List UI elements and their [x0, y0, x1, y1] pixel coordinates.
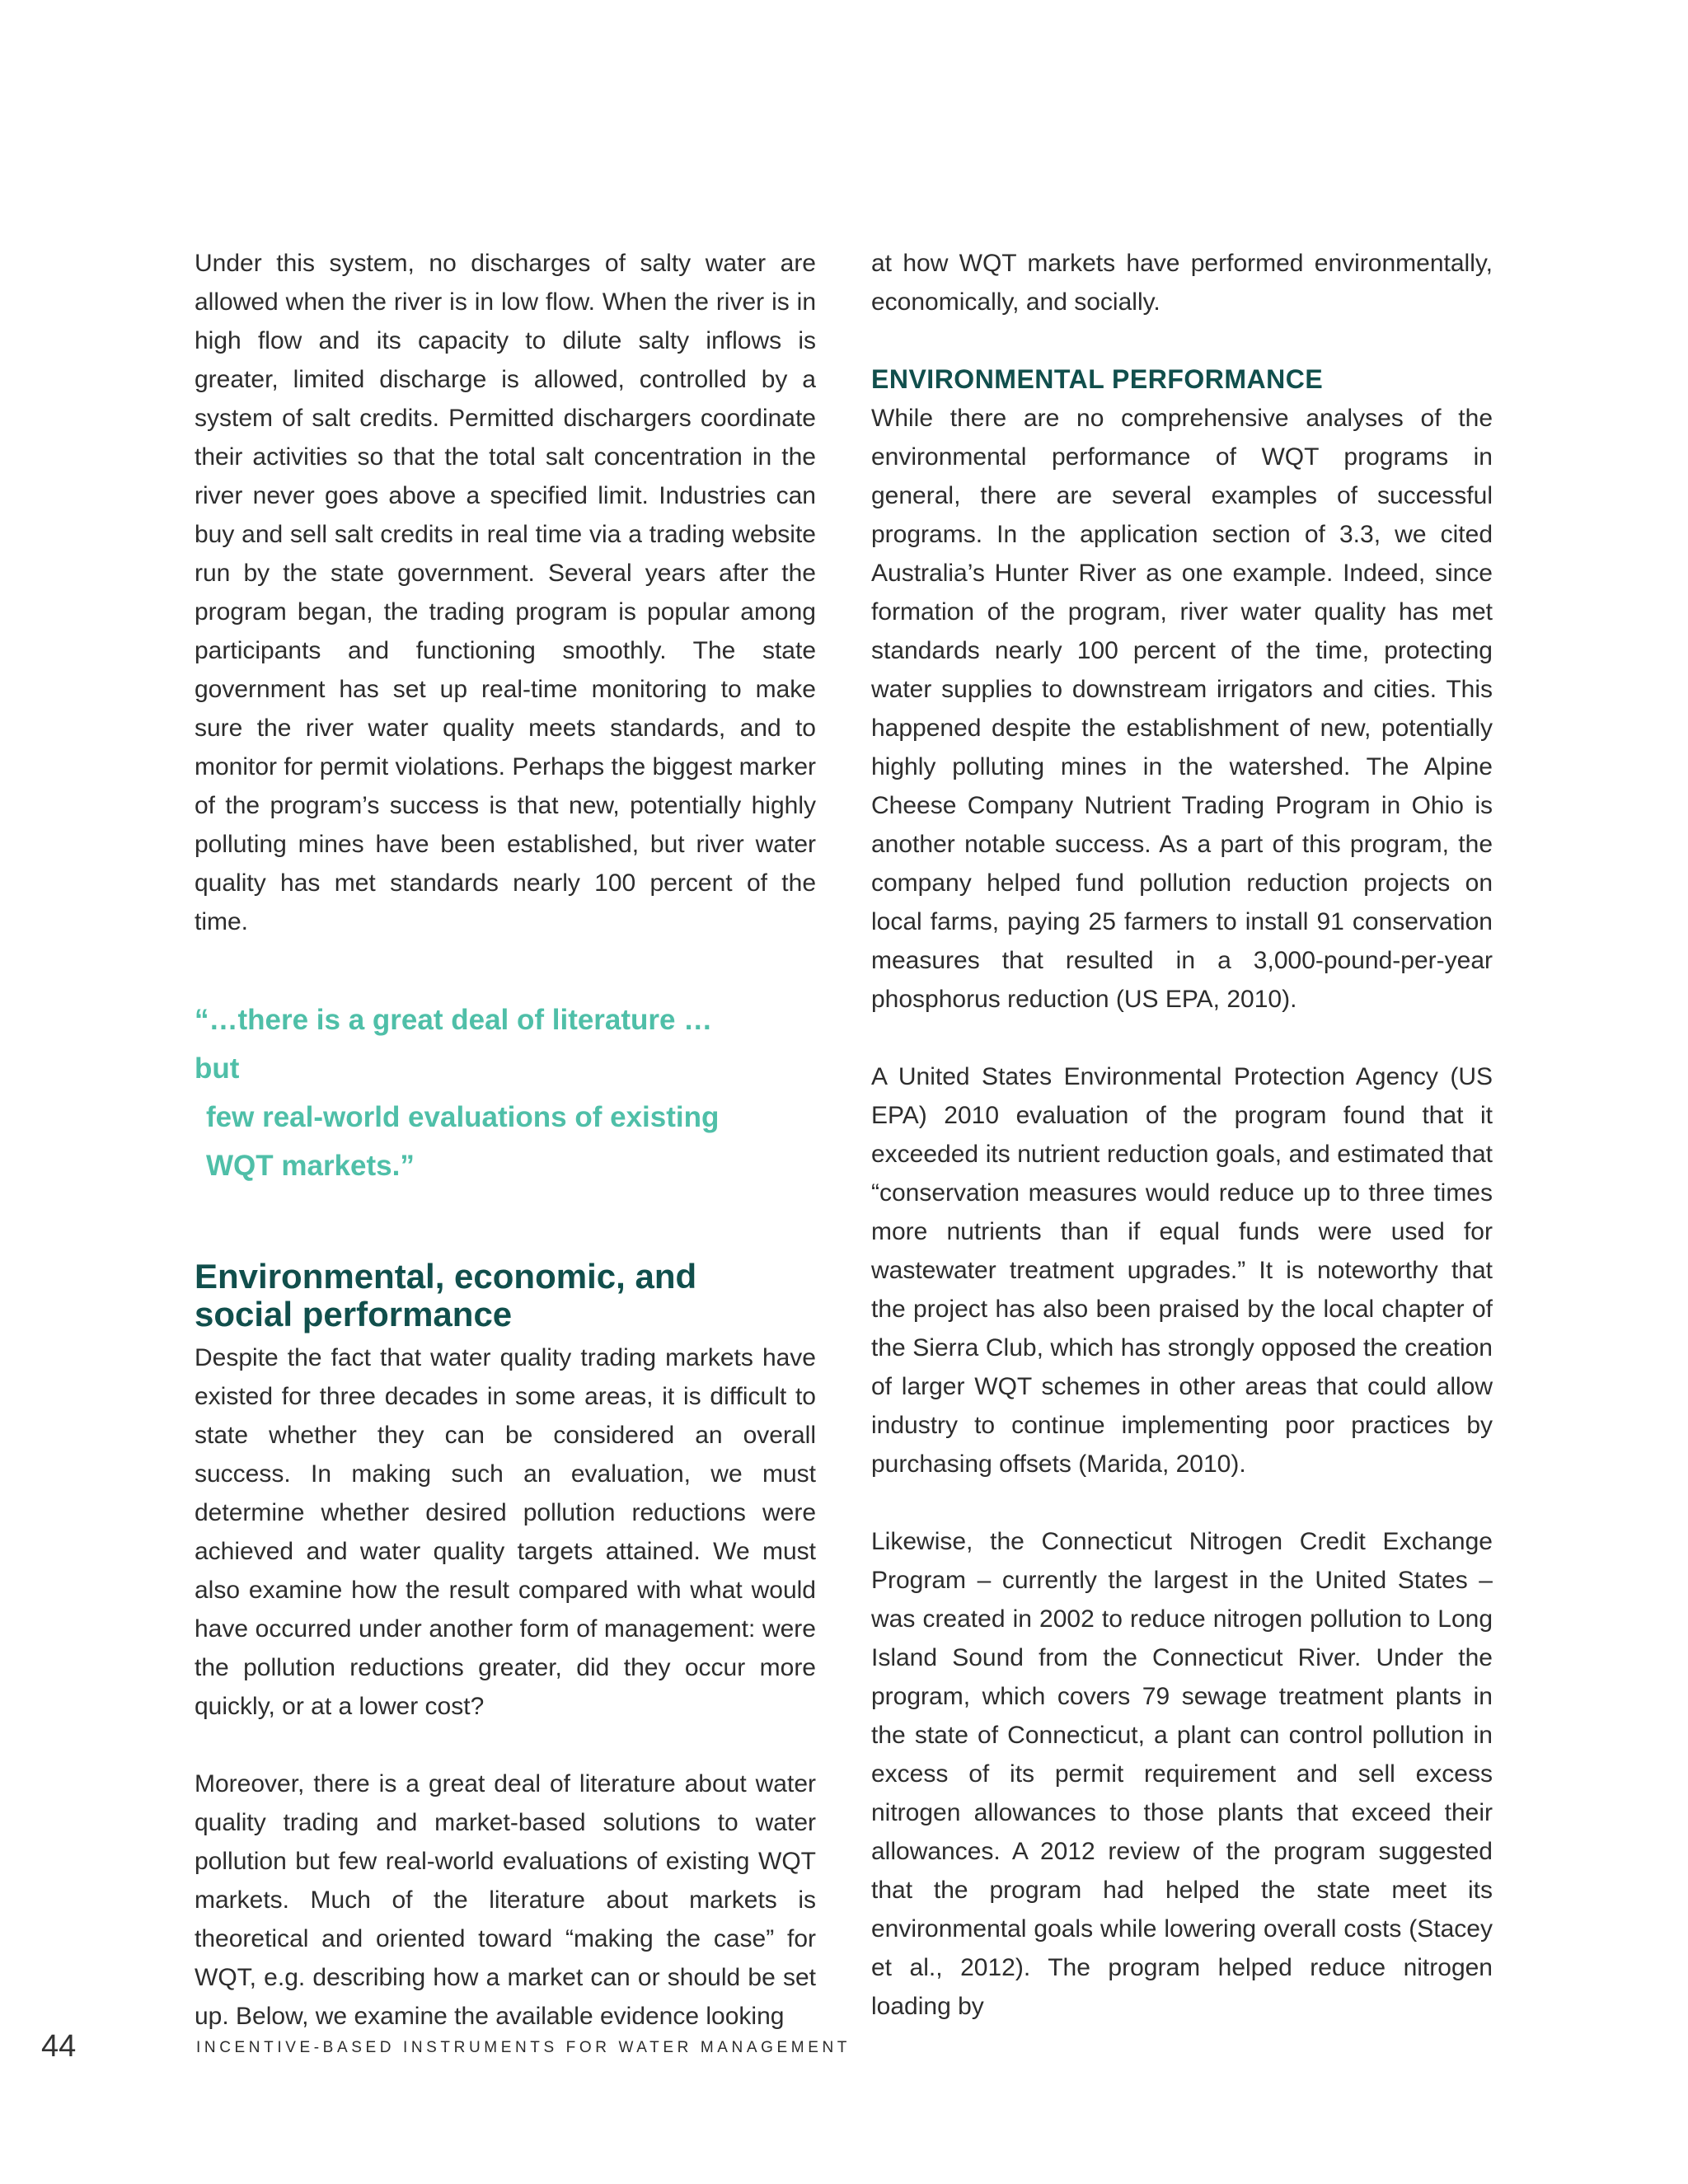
pull-quote — [195, 996, 755, 1190]
section-heading-line-2: social performance — [195, 1295, 513, 1333]
left-paragraph-3: Moreover, there is a great deal of literature about water quality trading and market-based solutions to water pollution but few real-world evaluations of existing WQT markets. Much of the literature about markets is theoretical and oriented toward “making the case” for WQT, e.g. describing how a market can or should be set up. Below, we examine the available evidence looking — [195, 1770, 816, 2030]
right-column — [871, 244, 1493, 2026]
page-number: 44 — [41, 2029, 77, 2064]
section-heading — [195, 1258, 816, 1333]
right-paragraph-3: A United States Environmental Protection Agency (US EPA) 2010 evaluation of the program found that it exceeded its nutrient reduction goals, and estimated that “conservation measures would reduce up to three times more nutrients than if equal funds were used for wastewater treatment upgrades.” It is noteworthy that the project has also been praised by the local chapter of the Sierra Club, which has strongly opposed the creation of larger WQT schemes in other areas that could allow industry to continue implementing poor practices by purchasing offsets (Marida, 2010). — [871, 1063, 1493, 1478]
subheading-environmental-performance: ENVIRONMENTAL PERFORMANCE — [871, 364, 1324, 394]
pull-quote-line-2: few real-world evaluations of existing — [206, 1101, 720, 1133]
pull-quote-line-3: WQT markets.” — [206, 1150, 415, 1182]
left-paragraph-2: Despite the fact that water quality trading markets have existed for three decades in some areas, it is difficult to state whether they can be considered an overall success. In making such an evaluation, we must determine whether desired pollution reductions were achieved and water quality targets attained. We must also examine how the result compared with what would have occurred under another form of management: were the pollution reductions greater, did they occur more quickly, or at a lower cost? — [195, 1344, 816, 1720]
section-heading-line-1: Environmental, economic, and — [195, 1257, 697, 1296]
right-paragraph-4: Likewise, the Connecticut Nitrogen Credit Exchange Program – currently the largest in the United States – was created in 2002 to reduce nitrogen pollution to Long Island Sound from the Connecticut River. Under the program, which covers 79 sewage treatment plants in the state of Connecticut, a plant can control pollution in excess of its permit requirement and sell excess nitrogen allowances to those plants that exceed their allowances. A 2012 review of the program suggested that the program had helped the state meet its environmental goals while lowering overall costs (Stacey et al., 2012). The program helped reduce nitrogen loading by — [871, 1528, 1493, 2020]
left-column — [195, 244, 816, 2036]
pull-quote-line-1: “…there is a great deal of literature … but — [195, 1004, 713, 1085]
running-title: INCENTIVE-BASED INSTRUMENTS FOR WATER MANAGEMENT — [196, 2039, 851, 2056]
left-paragraph-1: Under this system, no discharges of salty water are allowed when the river is in low flow. When the river is in high flow and its capacity to dilute salty inflows is greater, limited discharge is allowed, controlled by a system of salt credits. Permitted dischargers coordinate their activities so that the total salt concentration in the river never goes above a specified limit. Industries can buy and sell salt credits in real time via a trading website run by the state government. Several years after the program began, the trading program is popular among participants and functioning smoothly. The state government has set up real-time monitoring to make sure the river water quality meets standards, and to monitor for permit violations. Perhaps the biggest marker of the program’s success is that new, potentially highly polluting mines have been established, but river water quality has met standards nearly 100 percent of the time. — [195, 250, 816, 935]
right-paragraph-2: While there are no comprehensive analyses of the environmental performance of WQT programs in general, there are several examples of successful programs. In the application section of 3.3, we cited Australia’s Hunter River as one example. Indeed, since formation of the program, river water quality has met standards nearly 100 percent of the time, protecting water supplies to downstream irrigators and cities. This happened despite the establishment of new, potentially highly polluting mines in the watershed. The Alpine Cheese Company Nutrient Trading Program in Ohio is another notable success. As a part of this program, the company helped fund pollution reduction projects on local farms, paying 25 farmers to install 91 conservation measures that resulted in a 3,000-pound-per-year phosphorus reduction (US EPA, 2010). — [871, 405, 1493, 1013]
right-paragraph-1: at how WQT markets have performed environmentally, economically, and socially. — [871, 250, 1493, 316]
